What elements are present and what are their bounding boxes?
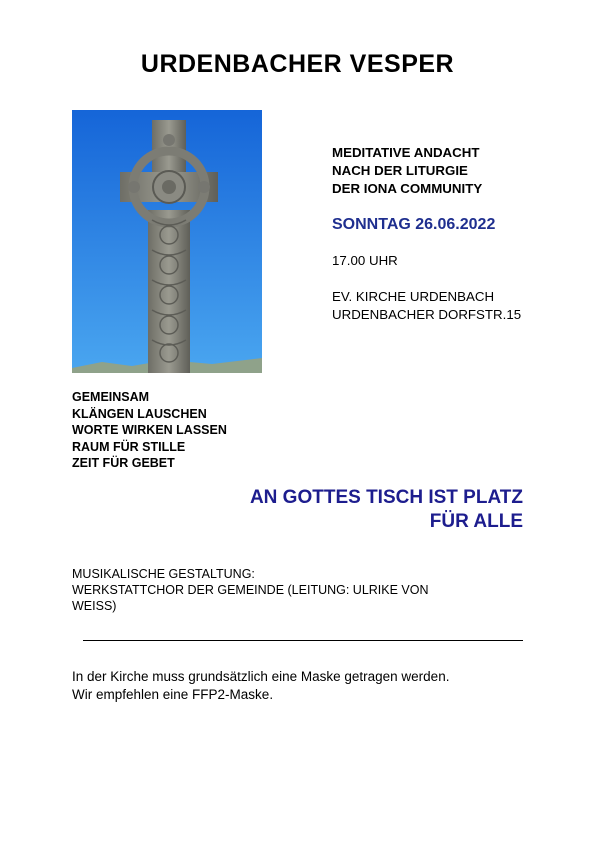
music-line: WERKSTATTCHOR DER GEMEINDE (LEITUNG: ULRIKE VON (72, 583, 429, 597)
notice-line: Wir empfehlen eine FFP2-Maske. (72, 687, 274, 702)
event-info (332, 144, 572, 324)
event-time: 17.00 UHR (332, 253, 398, 268)
event-date: SONNTAG 26.06.2022 (332, 216, 496, 233)
subtitle-line: MEDITATIVE ANDACHT (332, 145, 480, 160)
music-line: WEISS) (72, 599, 117, 613)
theme-item: GEMEINSAM (72, 390, 150, 404)
themes-list (72, 389, 227, 472)
headline (180, 486, 523, 534)
theme-item: ZEIT FÜR GEBET (72, 456, 175, 470)
notice-line: In der Kirche muss grundsätzlich eine Maske getragen werden. (72, 669, 450, 684)
theme-item: KLÄNGEN LAUSCHEN (72, 406, 207, 421)
celtic-cross-photo (72, 110, 262, 373)
music-line: MUSIKALISCHE GESTALTUNG: (72, 567, 255, 581)
theme-item: RAUM FÜR STILLE (72, 439, 186, 454)
subtitle-line: NACH DER LITURGIE (332, 163, 468, 178)
page-title: URDENBACHER VESPER (140, 50, 455, 78)
mask-notice (72, 668, 542, 704)
subtitle-line: DER IONA COMMUNITY (332, 181, 483, 196)
headline-line: FÜR ALLE (429, 511, 523, 532)
location-line: EV. KIRCHE URDENBACH (332, 289, 495, 304)
music-credits (72, 566, 492, 614)
location-line: URDENBACHER DORFSTR.15 (332, 307, 522, 322)
theme-item: WORTE WIRKEN LASSEN (72, 423, 227, 437)
headline-line: AN GOTTES TISCH IST PLATZ (249, 487, 523, 508)
divider (83, 640, 523, 641)
